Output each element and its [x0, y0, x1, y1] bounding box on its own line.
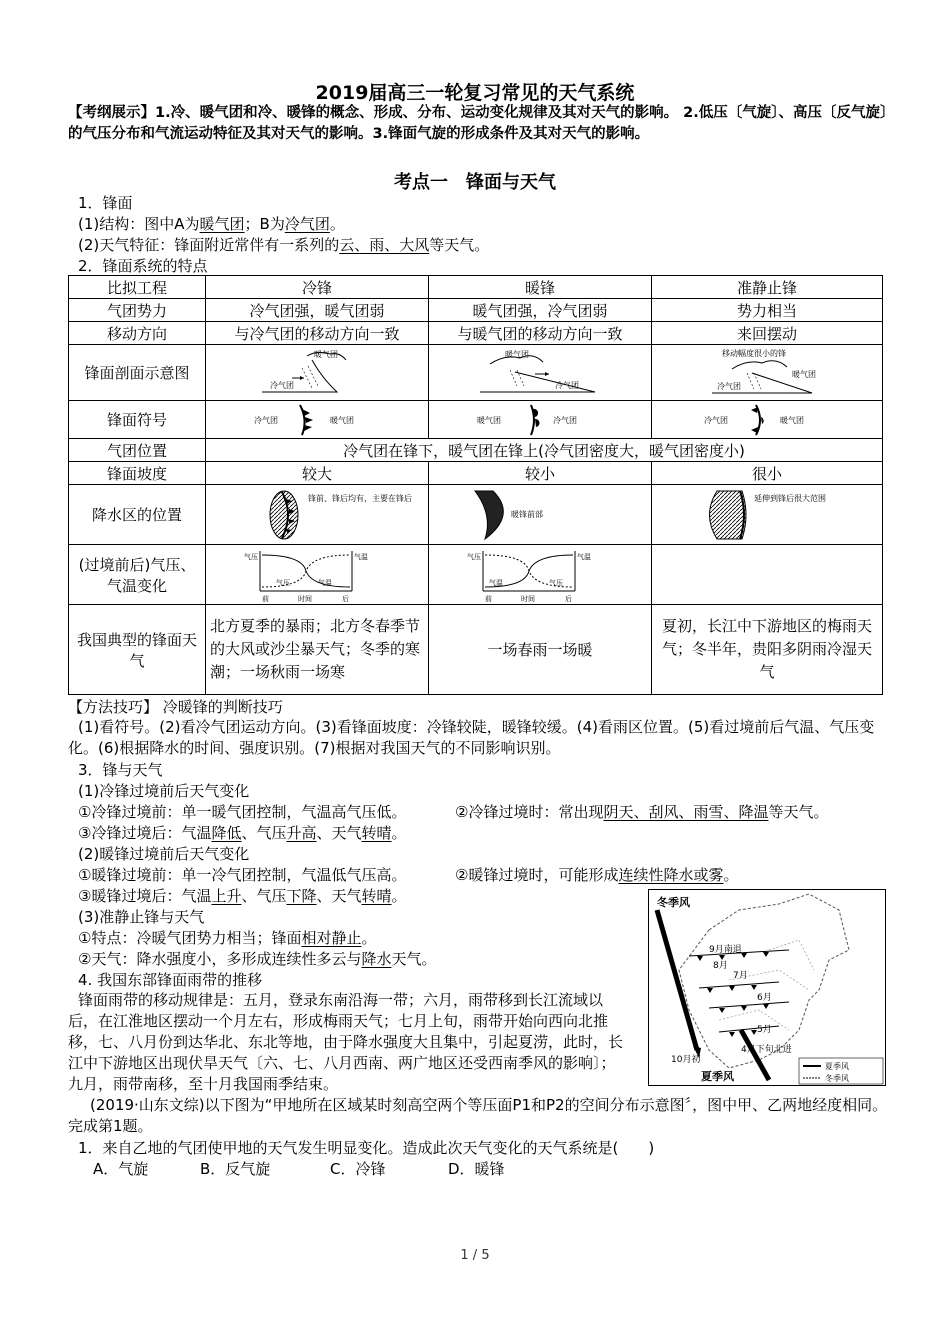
option-c: C．冷锋: [330, 1160, 386, 1178]
stationary-rain-label: 延伸到锋后很大范围: [754, 493, 826, 503]
answer: 转晴: [361, 887, 392, 905]
cold-front-after: [78, 822, 407, 843]
table-cell: 夏初，长江中下游地区的梅雨天气；冬半年，贵阳多阴雨冷湿天气: [652, 605, 883, 695]
text: 、气压: [241, 824, 287, 842]
aug-label: 8月: [713, 961, 728, 971]
method-heading: 【方法技巧】 冷暖锋的判断技巧: [68, 698, 283, 716]
cold-air-label: 冷气团: [704, 415, 728, 425]
oct-label: 10月初: [671, 1055, 701, 1065]
warm-front-subheading: (2)暖锋过境前后天气变化: [78, 845, 250, 863]
cold-front-passing: [455, 801, 828, 822]
cold-air-label: 冷气团: [270, 380, 294, 390]
answer: 相对静止: [301, 929, 362, 947]
table-cell: 暖气团强，冷气团弱: [429, 299, 652, 322]
answer: 冷气团: [284, 215, 330, 233]
before-label: 前: [485, 594, 492, 603]
stationary-front-subheading: (3)准静止锋与天气: [78, 908, 205, 926]
cold-air-label: 冷气团: [553, 415, 577, 425]
text: (2)天气特征：锋面附近常伴有一系列的: [78, 236, 340, 254]
warm-front-after: [78, 885, 407, 906]
pressure-label: 气压: [276, 578, 290, 587]
text: ③暖锋过境后：气温: [78, 887, 212, 905]
text: 天气。: [391, 950, 437, 968]
table-cell: 冷气团强，暖气团弱: [206, 299, 429, 322]
table-cell-empty: [652, 545, 883, 605]
table-cell: 北方夏季的暴雨；北方冬春季节的大风或沙尘暴天气；冬季的寒潮；一场秋雨一场寒: [206, 605, 429, 695]
table-row: [69, 401, 883, 439]
temperature-label: 气温: [489, 578, 503, 587]
time-label: 时间: [521, 594, 535, 603]
answer: 升高: [286, 824, 317, 842]
text: 、天气: [316, 824, 362, 842]
heading-front-system: 2．锋面系统的特点: [78, 257, 208, 275]
stationary-weather: [78, 948, 436, 969]
table-cell: 锋面坡度: [69, 462, 206, 485]
warm-front-profile: [429, 345, 652, 401]
section-heading: 考点一 锋面与天气: [394, 172, 556, 193]
before-label: 前: [262, 594, 269, 603]
warm-air-label: 暖气团: [792, 369, 816, 379]
table-cell: 势力相当: [652, 299, 883, 322]
answer: 降水: [361, 950, 392, 968]
summer-monsoon-label: 夏季风: [701, 1070, 734, 1083]
text: 、气压: [241, 887, 287, 905]
table-row: [69, 439, 883, 462]
legend-winter: 冬季风: [825, 1074, 849, 1083]
text: ；B为: [244, 215, 285, 233]
table-row: [69, 345, 883, 401]
legend-summer: 夏季风: [825, 1062, 849, 1071]
warm-air-label: 暖气团: [477, 415, 501, 425]
warm-front-before: ①暖锋过境前：单一冷气团控制，气温低气压高。: [78, 866, 407, 884]
text: 、天气: [316, 887, 362, 905]
time-label: 时间: [298, 594, 312, 603]
structure-line: [78, 213, 345, 234]
jun-label: 6月: [757, 993, 772, 1003]
table-row: [69, 299, 883, 322]
cold-rain-label: 锋前、锋后均有，主要在锋后: [308, 493, 412, 503]
cold-front-change-chart: [206, 545, 429, 605]
cold-front-before: ①冷锋过境前：单一暖气团控制，气温高气压低。: [78, 803, 407, 821]
table-cell: 一场春雨一场暖: [429, 605, 652, 695]
pressure-label: 气压: [467, 552, 481, 561]
jul-label: 7月: [733, 971, 748, 981]
option-a: A．气旋: [93, 1160, 149, 1178]
stationary-front-profile: [652, 345, 883, 401]
answer: 云、雨、大风: [339, 236, 430, 254]
table-row: [69, 605, 883, 695]
text: ③冷锋过境后：气温: [78, 824, 212, 842]
cold-air-label: 冷气团: [254, 415, 278, 425]
question-1: 1．来自乙地的气团使甲地的天气发生明显变化。造成此次天气变化的天气系统是( ): [78, 1139, 655, 1157]
table-cell: 锋面符号: [69, 401, 206, 439]
text: 。: [329, 215, 345, 233]
table-row: [69, 276, 883, 299]
table-cell: 比拟工程: [69, 276, 206, 299]
table-cell: 很小: [652, 462, 883, 485]
cold-front-symbol: [206, 401, 429, 439]
cold-air-label: 冷气团: [717, 381, 741, 391]
method-body: (1)看符号。(2)看冷气团运动方向。(3)看锋面坡度：冷锋较陡，暖锋较缓。(4)看雨区位置。(5)看过境前后气温、气压变化。(6)根据降水的时间、强度识别。(7)根据对我国天气的不同影响识别。: [68, 718, 875, 757]
text: 。: [391, 824, 407, 842]
answer: 上升: [211, 887, 242, 905]
syllabus-outline: 【考纲展示】1.冷、暖气团和冷、暖锋的概念、形成、分布、运动变化规律及其对天气的影响。 2.低压〔气旋〕、高压〔反气旋〕的气压分布和气流运动特征及其对天气的影响。3.锋面气旋的形成条件及其对天气的影响。: [68, 105, 888, 142]
answer: 下降: [286, 887, 317, 905]
table-cell: 移动方向: [69, 322, 206, 345]
stationary-front-symbol: [652, 401, 883, 439]
winter-monsoon-label: 冬季风: [657, 896, 690, 909]
warm-front-symbol: [429, 401, 652, 439]
answer: 降低: [211, 824, 242, 842]
answer: 暖气团: [199, 215, 245, 233]
cold-front-subheading: (1)冷锋过境前后天气变化: [78, 782, 250, 800]
heading-front: 1．锋面: [78, 194, 133, 212]
rain-belt-body: 锋面雨带的移动规律是：五月，登录东南沿海一带；六月，雨带移到长江流域以后，在江淮地区摆动一个月左右，形成梅雨天气；七月上旬，雨带开始向西向北推移，七、八月份到达华北、东北等地，由于降水强度大且集中，引起夏涝，此时，长江中下游地区出现伏旱天气〔六、七、八月西南、两广地区还受西南季风的影响〕；九月，雨带南移，至十月我国雨季结束。: [68, 991, 624, 1093]
table-row: [69, 485, 883, 545]
table-cell: 来回摆动: [652, 322, 883, 345]
weather-feature-line: [78, 234, 489, 255]
table-cell: 锋面剖面示意图: [69, 345, 206, 401]
warm-air-label: 暖气团: [330, 415, 354, 425]
answer: 阴天、刮风、雨雪、降温: [603, 803, 769, 821]
text: ②天气：降水强度小，多形成连续性多云与: [78, 950, 362, 968]
stationary-front-rain-area: [652, 485, 883, 545]
table-row: [69, 545, 883, 605]
temperature-label: 气温: [577, 552, 591, 561]
table-cell: 气团位置: [69, 439, 206, 462]
table-cell: 与暖气团的移动方向一致: [429, 322, 652, 345]
warm-air-label: 暖气团: [314, 349, 338, 359]
text: ②冷锋过境时：常出现: [455, 803, 604, 821]
text: 。: [391, 887, 407, 905]
text: ①特点：冷暖气团势力相当；锋面: [78, 929, 302, 947]
stationary-feature: [78, 927, 376, 948]
table-cell: 较大: [206, 462, 429, 485]
table-cell: 冷气团在锋下，暖气团在锋上(冷气团密度大，暖气团密度小): [206, 439, 883, 462]
warm-front-change-chart: [429, 545, 652, 605]
after-label: 后: [565, 594, 572, 603]
exam-intro: (2019·山东文综)以下图为“甲地所在区域某时刻高空两个等压面P1和P2的空间分布示意图〞，图中甲、乙两地经度相同。完成第1题。: [68, 1096, 888, 1135]
rain-belt-heading: 4. 我国东部锋面雨带的推移: [78, 971, 263, 989]
warm-front-passing: [455, 864, 738, 885]
table-cell: 与冷气团的移动方向一致: [206, 322, 429, 345]
page-title: 2019届高三一轮复习常见的天气系统: [315, 82, 635, 104]
page-number: 1 / 5: [460, 1248, 490, 1263]
text: 。: [723, 866, 739, 884]
text: 。: [361, 929, 377, 947]
table-cell: 降水区的位置: [69, 485, 206, 545]
table-row: [69, 322, 883, 345]
table-row: [69, 462, 883, 485]
table-cell: 我国典型的锋面天气: [69, 605, 206, 695]
table-cell: 准静止锋: [652, 276, 883, 299]
table-cell: 气团势力: [69, 299, 206, 322]
heading-front-weather: 3．锋与天气: [78, 761, 163, 779]
after-label: 后: [342, 594, 349, 603]
text: 等天气。: [429, 236, 490, 254]
front-comparison-table: [68, 275, 883, 695]
table-cell: 较小: [429, 462, 652, 485]
warm-rain-label: 暖锋前部: [511, 509, 543, 519]
pressure-label: 气压: [244, 552, 258, 561]
table-cell: 暖锋: [429, 276, 652, 299]
option-d: D．暖锋: [448, 1160, 505, 1178]
pressure-label: 气压: [549, 578, 563, 587]
stationary-note: 移动幅度很小的锋: [722, 348, 786, 358]
temperature-label: 气温: [318, 578, 332, 587]
text: ②暖锋过境时，可能形成: [455, 866, 619, 884]
temperature-label: 气温: [354, 552, 368, 561]
warm-front-rain-area: [429, 485, 652, 545]
sept-label: 9月南退: [709, 945, 742, 955]
warm-air-label: 暖气团: [505, 349, 529, 359]
cold-air-label: 冷气团: [555, 380, 579, 390]
answer: 转晴: [361, 824, 392, 842]
warm-air-label: 暖气团: [780, 415, 804, 425]
cold-front-profile: [206, 345, 429, 401]
rain-belt-map: [648, 889, 886, 1086]
table-cell: (过境前后)气压、气温变化: [69, 545, 206, 605]
option-b: B．反气旋: [200, 1160, 271, 1178]
text: (1)结构：图中A为: [78, 215, 200, 233]
cold-front-rain-area: [206, 485, 429, 545]
may-label: 5月: [757, 1025, 772, 1035]
table-cell: 冷锋: [206, 276, 429, 299]
text: 等天气。: [768, 803, 829, 821]
answer: 连续性降水或雾: [618, 866, 724, 884]
apr-label: 4月下旬北进: [741, 1045, 792, 1055]
